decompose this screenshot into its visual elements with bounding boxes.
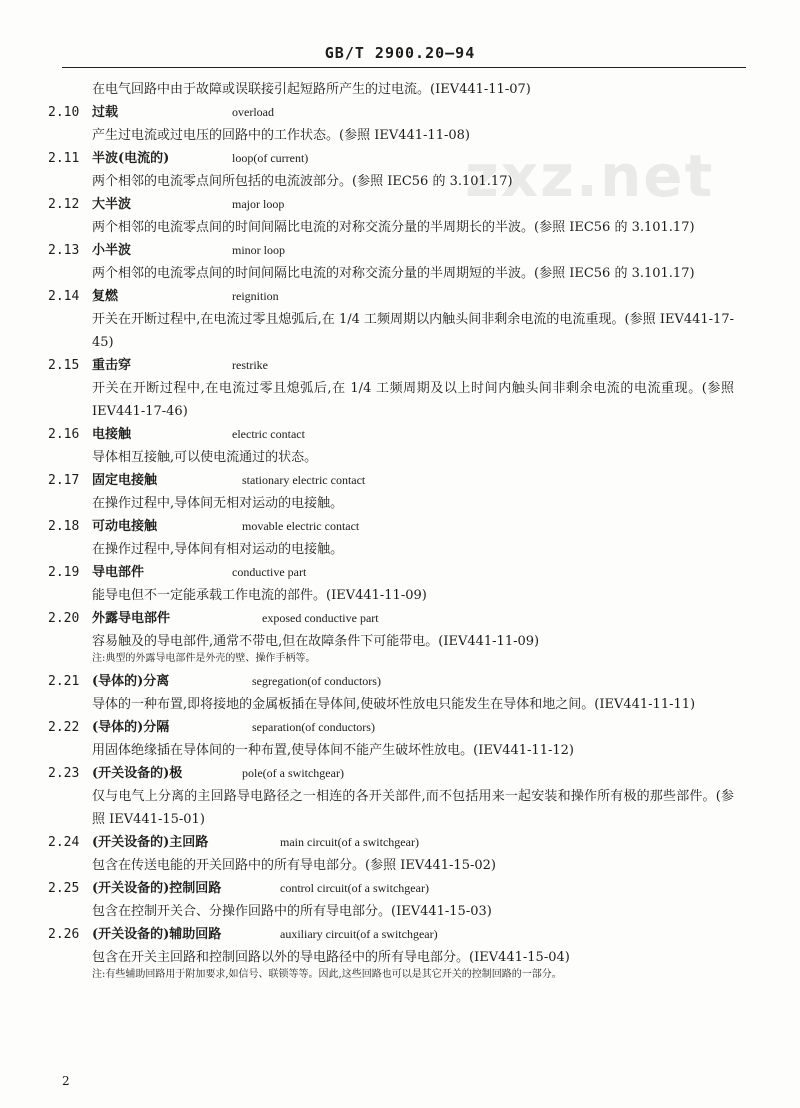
term-heading [0,877,800,900]
term-number: 2.25 [48,881,80,896]
term-english: major loop [232,197,285,211]
term-entry [0,354,800,423]
term-number: 2.21 [48,674,80,689]
term-number: 2.12 [48,197,80,212]
term-chinese: (导体的)分隔 [92,720,170,735]
term-note: 注:典型的外露导电部件是外壳的壁、操作手柄等。 [92,653,316,664]
page-number: 2 [62,1074,70,1088]
term-english: pole(of a switchgear) [242,766,344,780]
term-definition: 用固体绝缘插在导体间的一种布置,使导体间不能产生破坏性放电。(IEV441-11-12) [92,743,574,758]
term-english: auxiliary circuit(of a switchgear) [280,927,438,941]
term-heading [0,515,800,538]
term-heading [0,923,800,946]
term-heading [0,561,800,584]
term-definition: 开关在开断过程中,在电流过零且熄弧后,在 1/4 工频周期以内触头间非剩余电流的电流重现。(参照 IEV441-17-45) [92,312,734,350]
term-entry [0,607,800,667]
term-list [0,78,800,986]
term-chinese: (导体的)分离 [92,674,170,689]
term-number: 2.18 [48,519,80,534]
term-number: 2.19 [48,565,80,580]
term-number: 2.17 [48,473,80,488]
term-english: electric contact [232,427,305,441]
term-entry [0,239,800,285]
term-entry [0,831,800,877]
watermark: zxz.net [465,142,715,210]
term-chinese: 半波(电流的) [92,151,170,166]
term-definition: 两个相邻的电流零点间所包括的电流波部分。(参照 IEC56 的 3.101.17) [92,174,513,189]
term-entry [0,716,800,762]
term-definition: 能导电但不一定能承载工作电流的部件。(IEV441-11-09) [92,588,427,603]
term-english: conductive part [232,565,307,579]
term-number: 2.20 [48,611,80,626]
term-english: overload [232,105,274,119]
term-english: reignition [232,289,279,303]
term-entry [0,469,800,515]
term-note: 注:有些辅助回路用于附加要求,如信号、联锁等等。因此,这些回路也可以是其它开关的控制回路的一部分。 [92,969,562,980]
term-entry [0,423,800,469]
term-heading [0,607,800,630]
term-chinese: 重击穿 [92,358,132,373]
term-chinese: 固定电接触 [92,473,158,488]
term-english: segregation(of conductors) [252,674,381,688]
term-entry [0,762,800,831]
term-chinese: 小半波 [92,243,132,258]
term-definition: 包含在传送电能的开关回路中的所有导电部分。(参照 IEV441-15-02) [92,858,496,873]
term-heading [0,831,800,854]
term-definition: 两个相邻的电流零点间的时间间隔比电流的对称交流分量的半周期长的半波。(参照 IEC56 的 3.101.17) [92,220,695,235]
term-entry [0,923,800,983]
term-entry [0,193,800,239]
term-definition: 产生过电流或过电压的回路中的工作状态。(参照 IEV441-11-08) [92,128,470,143]
term-chinese: 复燃 [92,289,119,304]
term-heading [0,423,800,446]
term-heading [0,193,800,216]
term-definition: 导体相互接触,可以使电流通过的状态。 [92,450,318,465]
term-number: 2.24 [48,835,80,850]
term-definition: 在操作过程中,导体间有相对运动的电接触。 [92,542,344,557]
term-chinese: 过载 [92,105,119,120]
term-definition: 在操作过程中,导体间无相对运动的电接触。 [92,496,344,511]
term-number: 2.23 [48,766,80,781]
term-definition: 仅与电气上分离的主回路导电路径之一相连的各开关部件,而不包括用来一起安装和操作所有极的那些部件。(参照 IEV441-15-01) [92,789,734,827]
term-heading [0,762,800,785]
term-english: main circuit(of a switchgear) [280,835,419,849]
term-chinese: (开关设备的)辅助回路 [92,927,222,942]
term-chinese: 大半波 [92,197,132,212]
term-number: 2.26 [48,927,80,942]
term-heading [0,469,800,492]
term-number: 2.15 [48,358,80,373]
term-chinese: 电接触 [92,427,132,442]
term-chinese: (开关设备的)控制回路 [92,881,222,896]
term-heading [0,354,800,377]
term-entry [0,561,800,607]
term-chinese: 导电部件 [92,565,145,580]
term-definition: 包含在开关主回路和控制回路以外的导电路径中的所有导电部分。(IEV441-15-04) [92,950,570,965]
term-chinese: (开关设备的)极 [92,766,183,781]
term-english: stationary electric contact [242,473,366,487]
term-heading [0,101,800,124]
term-entry [0,285,800,354]
term-number: 2.13 [48,243,80,258]
term-entry [0,147,800,193]
term-english: movable electric contact [242,519,360,533]
term-definition: 开关在开断过程中,在电流过零且熄弧后,在 1/4 工频周期及以上时间内触头间非剩余电流的电流重现。(参照 IEV441-17-46) [92,381,734,419]
term-chinese: 可动电接触 [92,519,158,534]
term-english: control circuit(of a switchgear) [280,881,429,895]
term-english: minor loop [232,243,285,257]
term-entry [0,877,800,923]
term-number: 2.11 [48,151,80,166]
term-english: loop(of current) [232,151,309,165]
term-entry [0,101,800,147]
term-english: separation(of conductors) [252,720,375,734]
term-number: 2.14 [48,289,80,304]
term-definition: 导体的一种布置,即将接地的金属板插在导体间,使破坏性放电只能发生在导体和地之间。(IEV441-11-11) [92,697,696,712]
term-heading [0,716,800,739]
term-definition: 容易触及的导电部件,通常不带电,但在故障条件下可能带电。(IEV441-11-09) [92,634,540,649]
term-chinese: (开关设备的)主回路 [92,835,209,850]
standard-code-header: GB/T 2900.20—94 [324,44,476,62]
term-heading [0,285,800,308]
term-heading [0,239,800,262]
term-heading [0,670,800,693]
term-chinese: 外露导电部件 [92,611,171,626]
term-english: exposed conductive part [262,611,379,625]
term-definition: 两个相邻的电流零点间的时间间隔比电流的对称交流分量的半周期短的半波。(参照 IEC56 的 3.101.17) [92,266,695,281]
term-entry [0,670,800,716]
term-entry [0,515,800,561]
term-definition: 包含在控制开关合、分操作回路中的所有导电部分。(IEV441-15-03) [92,904,492,919]
header-rule [62,67,746,68]
term-number: 2.10 [48,105,80,120]
term-number: 2.22 [48,720,80,735]
continued-definition: 在电气回路中由于故障或误联接引起短路所产生的过电流。(IEV441-11-07) [92,82,531,97]
entry-container [0,101,800,983]
term-english: restrike [232,358,268,372]
term-number: 2.16 [48,427,80,442]
term-heading [0,147,800,170]
